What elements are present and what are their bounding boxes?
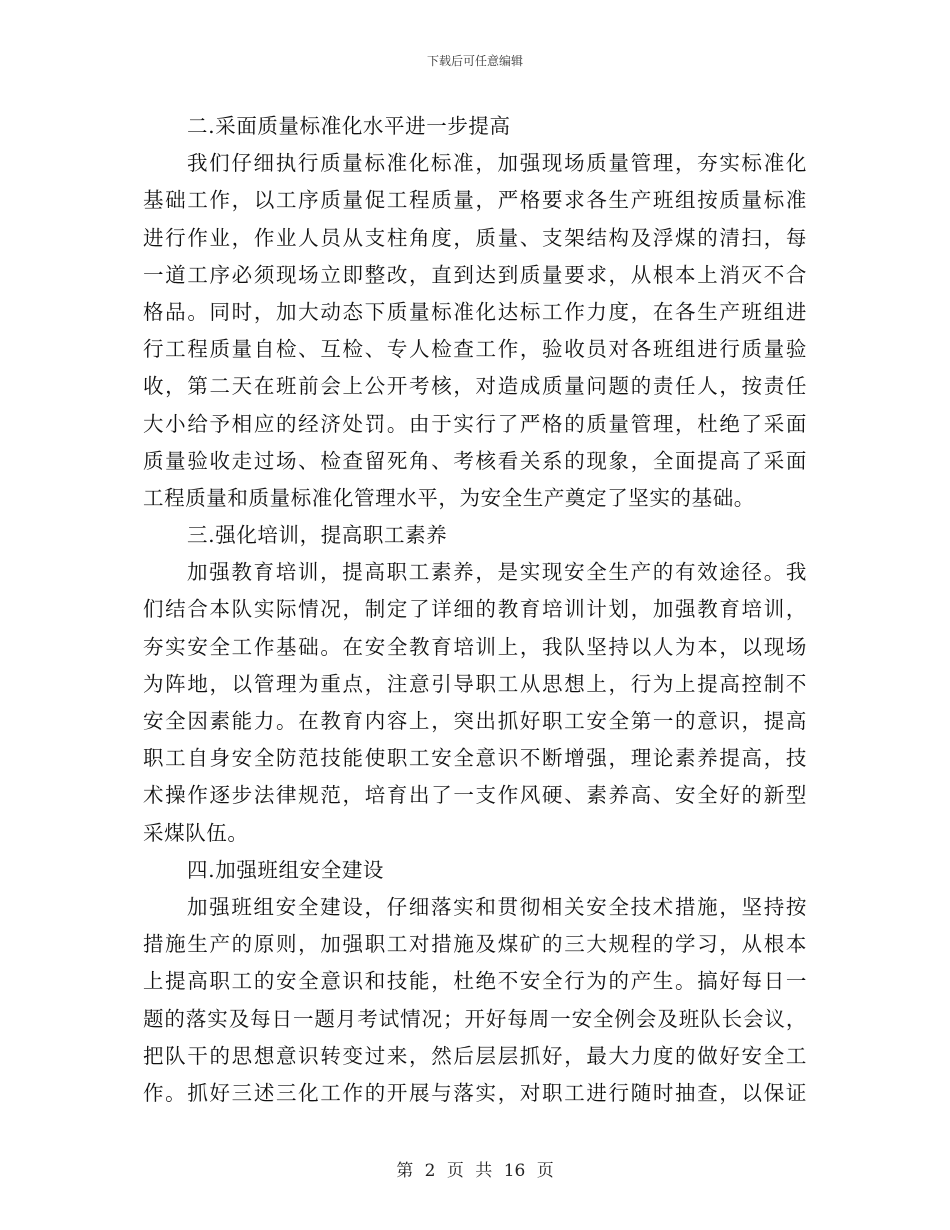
text-line: 题的落实及每日一题月考试情况；开好每周一安全例会及班队长会议， (143, 1006, 807, 1031)
text-line: 基础工作，以工序质量促工程质量，严格要求各生产班组按质量标准 (143, 188, 807, 213)
text-line: 质量验收走过场、检查留死角、考核看关系的现象，全面提高了采面 (143, 448, 807, 473)
text-line: 二.采面质量标准化水平进一步提高 (187, 114, 511, 138)
text-line: 措施生产的原则，加强职工对措施及煤矿的三大规程的学习，从根本 (143, 932, 807, 957)
text-line: 职工自身安全防范技能使职工安全意识不断增强，理论素养提高，技 (143, 746, 807, 771)
text-line: 加强教育培训，提高职工素养，是实现安全生产的有效途径。我 (187, 560, 807, 585)
text-line: 收，第二天在班前会上公开考核，对造成质量问题的责任人，按责任 (143, 374, 807, 399)
text-line: 一道工序必须现场立即整改，直到达到质量要求，从根本上消灭不合 (143, 262, 807, 287)
text-line: 为阵地，以管理为重点，注意引导职工从思想上，行为上提高控制不 (143, 671, 807, 696)
text-line: 采煤队伍。 (143, 820, 249, 845)
text-line: 上提高职工的安全意识和技能，杜绝不安全行为的产生。搞好每日一 (143, 969, 807, 994)
text-line: 我们仔细执行质量标准化标准，加强现场质量管理，夯实标准化 (187, 151, 807, 176)
text-line: 夯实安全工作基础。在安全教育培训上，我队坚持以人为本，以现场 (143, 634, 807, 659)
text-line: 作。抓好三述三化工作的开展与落实，对职工进行随时抽查，以保证 (143, 1080, 807, 1105)
text-line: 进行作业，作业人员从支柱角度，质量、支架结构及浮煤的清扫，每 (143, 225, 807, 250)
page-header: 下载后可任意编辑 (426, 54, 523, 68)
text-line: 们结合本队实际情况，制定了详细的教育培训计划，加强教育培训， (143, 597, 807, 622)
text-line: 大小给予相应的经济处罚。由于实行了严格的质量管理，杜绝了采面 (143, 411, 807, 436)
text-line: 格品。同时，加大动态下质量标准化达标工作力度，在各生产班组进 (143, 299, 807, 324)
text-line: 三.强化培训，提高职工素养 (187, 523, 448, 548)
document-body (143, 108, 807, 1112)
page-footer: 第 2 页 共 16 页 (396, 1161, 554, 1181)
text-line: 四.加强班组安全建设 (187, 857, 385, 882)
text-line: 加强班组安全建设，仔细落实和贯彻相关安全技术措施，坚持按 (187, 894, 807, 919)
text-line: 工程质量和质量标准化管理水平，为安全生产奠定了坚实的基础。 (143, 485, 755, 510)
text-line: 把队干的思想意识转变过来，然后层层抓好，最大力度的做好安全工 (143, 1043, 807, 1068)
text-line: 行工程质量自检、互检、专人检查工作，验收员对各班组进行质量验 (143, 337, 807, 362)
text-line: 安全因素能力。在教育内容上，突出抓好职工安全第一的意识，提高 (143, 709, 807, 733)
text-line: 术操作逐步法律规范，培育出了一支作风硬、素养高、安全好的新型 (143, 783, 807, 808)
